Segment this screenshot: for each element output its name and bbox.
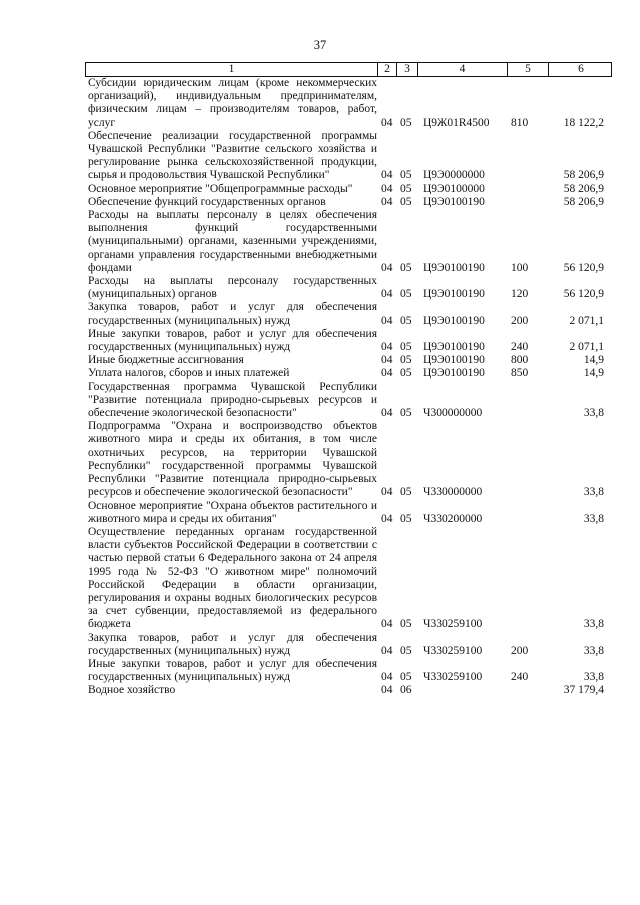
table-row — [88, 354, 618, 367]
row-expense-type: 800 — [511, 354, 529, 367]
row-target-article: Ц9Э0100190 — [423, 261, 485, 274]
row-subsection: 05 — [400, 407, 412, 420]
row-section: 04 — [381, 684, 393, 697]
table-row — [88, 130, 618, 183]
row-amount: 37 179,4 — [563, 684, 604, 697]
table-row — [88, 301, 618, 327]
row-expense-type: 100 — [511, 261, 529, 274]
row-amount: 33,8 — [583, 407, 604, 420]
table-row — [88, 420, 618, 499]
row-section: 04 — [381, 407, 393, 420]
row-expense-type: 120 — [511, 288, 529, 301]
row-name: Подпрограмма "Охрана и воспроизводство объектов животного мира и среды их обитания, в том числе охотничьих ресурсов, на территории Чувашской Республики" государственной программы Чувашской Республики "Развитие потенциала природно-сырьевых ресурсов и обеспечение экологической безопасности" — [88, 420, 377, 499]
row-subsection: 05 — [400, 169, 412, 182]
row-name: Иные закупки товаров, работ и услуг для обеспечения государственных (муниципальных) нужд — [88, 657, 377, 684]
row-name: Иные бюджетные ассигнования — [88, 354, 244, 367]
row-target-article: Ц9Э0100190 — [423, 354, 485, 367]
row-expense-type: 200 — [511, 644, 529, 657]
row-subsection: 05 — [400, 486, 412, 499]
row-section: 04 — [381, 671, 393, 684]
row-section: 04 — [381, 341, 393, 354]
row-subsection: 05 — [400, 116, 412, 129]
row-target-article: Ч330259100 — [423, 671, 483, 684]
row-amount: 58 206,9 — [563, 169, 604, 182]
row-target-article: Ч330259100 — [423, 618, 483, 631]
table-row — [88, 632, 618, 658]
row-amount: 18 122,2 — [563, 116, 604, 129]
header-col-2: 2 — [378, 63, 397, 76]
row-target-article: Ц9Э0100000 — [423, 182, 485, 195]
row-section: 04 — [381, 195, 393, 208]
row-amount: 33,8 — [583, 486, 604, 499]
row-amount: 58 206,9 — [563, 195, 604, 208]
table-header — [85, 62, 612, 77]
table-row — [88, 209, 618, 275]
row-target-article: Ч330259100 — [423, 644, 483, 657]
row-name: Основное мероприятие "Охрана объектов растительного и животного мира и среды их обитания" — [88, 499, 377, 525]
row-target-article: Ц9Э0100190 — [423, 341, 485, 354]
row-amount: 56 120,9 — [563, 261, 604, 274]
row-section: 04 — [381, 486, 393, 499]
row-target-article: Ц9Э0000000 — [423, 169, 485, 182]
row-subsection: 05 — [400, 644, 412, 657]
row-name: Уплата налогов, сборов и иных платежей — [88, 367, 290, 380]
row-expense-type: 200 — [511, 314, 529, 327]
row-subsection: 05 — [400, 195, 412, 208]
table-row — [88, 684, 618, 697]
row-target-article: Ч330000000 — [423, 486, 483, 499]
row-target-article: Ц9Э0100190 — [423, 314, 485, 327]
header-col-4: 4 — [418, 63, 508, 76]
row-amount: 2 071,1 — [569, 314, 604, 327]
row-section: 04 — [381, 182, 393, 195]
row-section: 04 — [381, 314, 393, 327]
row-target-article: Ч300000000 — [423, 407, 483, 420]
row-subsection: 05 — [400, 182, 412, 195]
row-section: 04 — [381, 288, 393, 301]
row-subsection: 05 — [400, 512, 412, 525]
row-amount: 58 206,9 — [563, 182, 604, 195]
row-subsection: 05 — [400, 618, 412, 631]
row-subsection: 05 — [400, 341, 412, 354]
row-name: Государственная программа Чувашской Республики "Развитие потенциала природно-сырьевых ресурсов и обеспечение экологической безопасности" — [88, 380, 377, 420]
header-col-3: 3 — [397, 63, 418, 76]
row-amount: 14,9 — [583, 354, 604, 367]
row-target-article: Ц9Э0100190 — [423, 195, 485, 208]
table-row — [88, 658, 618, 684]
row-amount: 56 120,9 — [563, 288, 604, 301]
row-name: Основное мероприятие "Общепрограммные расходы" — [88, 182, 353, 195]
row-amount: 33,8 — [583, 618, 604, 631]
row-name: Обеспечение функций государственных органов — [88, 195, 326, 208]
header-col-1: 1 — [86, 63, 378, 76]
row-subsection: 05 — [400, 671, 412, 684]
row-name: Закупка товаров, работ и услуг для обеспечения государственных (муниципальных) нужд — [88, 301, 377, 327]
table-row — [88, 275, 618, 301]
row-name: Осуществление переданных органам государственной власти субъектов Российской Федерации в соответствии с частью первой статьи 6 Федерального закона от 24 апреля 1995 года № 52-ФЗ "О животном мире" полномочий Российской Федерации в области организации, регулирования и охраны водных биологических ресурсов за счет субвенции, предоставляемой из федерального бюджета — [88, 525, 377, 631]
row-target-article: Ч330200000 — [423, 512, 483, 525]
row-section: 04 — [381, 618, 393, 631]
row-expense-type: 240 — [511, 341, 529, 354]
row-amount: 33,8 — [583, 644, 604, 657]
row-subsection: 05 — [400, 367, 412, 380]
row-section: 04 — [381, 512, 393, 525]
page-number: 37 — [313, 38, 327, 52]
row-target-article: Ц9Э0100190 — [423, 367, 485, 380]
row-section: 04 — [381, 169, 393, 182]
row-name: Обеспечение реализации государственной программы Чувашской Республики "Развитие сельского хозяйства и регулирование рынка сельскохозяйственной продукции, сырья и продовольствия Чувашской Республики" — [88, 129, 377, 182]
row-name: Водное хозяйство — [88, 684, 176, 697]
table-row — [88, 183, 618, 196]
table-row — [88, 77, 618, 130]
table-body — [88, 77, 618, 698]
row-expense-type: 810 — [511, 116, 529, 129]
row-name: Расходы на выплаты персоналу государственных (муниципальных) органов — [88, 275, 377, 301]
row-amount: 14,9 — [583, 367, 604, 380]
row-name: Иные закупки товаров, работ и услуг для обеспечения государственных (муниципальных) нужд — [88, 327, 377, 354]
row-amount: 33,8 — [583, 512, 604, 525]
table-row — [88, 381, 618, 421]
row-subsection: 06 — [400, 684, 412, 697]
row-subsection: 05 — [400, 261, 412, 274]
header-col-6: 6 — [578, 63, 584, 75]
table-row — [88, 328, 618, 354]
row-section: 04 — [381, 116, 393, 129]
table-row — [88, 367, 618, 380]
row-section: 04 — [381, 261, 393, 274]
row-amount: 33,8 — [583, 671, 604, 684]
row-name: Закупка товаров, работ и услуг для обеспечения государственных (муниципальных) нужд — [88, 631, 377, 657]
row-name: Субсидии юридическим лицам (кроме некоммерческих организаций), индивидуальным предпринимателям, физическим лицам – производителям товаров, работ, услуг — [88, 77, 377, 129]
table-row — [88, 526, 618, 632]
row-name: Расходы на выплаты персоналу в целях обеспечения выполнения функций государственными (муниципальными) органами, казенными учреждениями, органами управления государственными внебюджетными фондами — [88, 209, 377, 274]
table-row — [88, 500, 618, 526]
row-subsection: 05 — [400, 354, 412, 367]
row-subsection: 05 — [400, 314, 412, 327]
row-target-article: Ц9Э0100190 — [423, 288, 485, 301]
row-target-article: Ц9Ж01R4500 — [423, 116, 490, 129]
row-section: 04 — [381, 644, 393, 657]
row-section: 04 — [381, 367, 393, 380]
row-subsection: 05 — [400, 288, 412, 301]
header-col-5: 5 — [508, 63, 549, 76]
table-row — [88, 196, 618, 209]
row-section: 04 — [381, 354, 393, 367]
row-amount: 2 071,1 — [569, 341, 604, 354]
row-expense-type: 240 — [511, 671, 529, 684]
row-expense-type: 850 — [511, 367, 529, 380]
